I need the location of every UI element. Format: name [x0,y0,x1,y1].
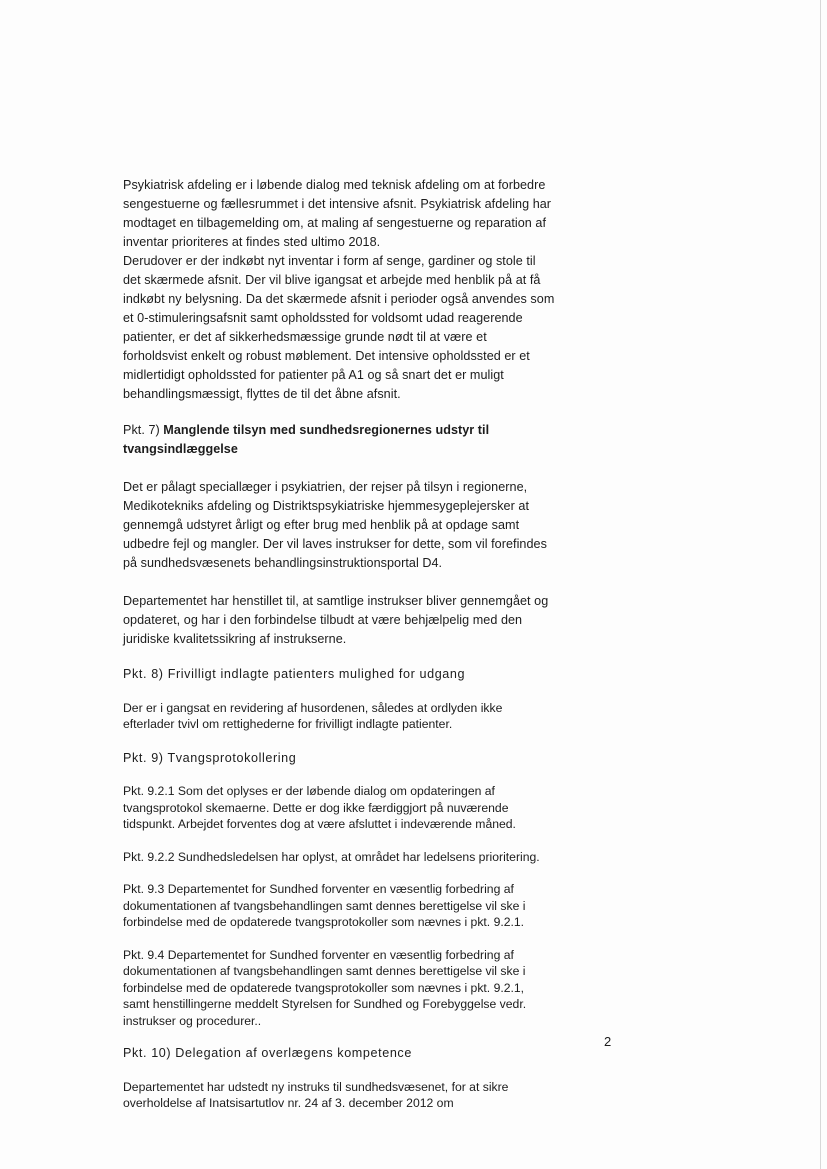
paragraph-equipment-inspection: Det er pålagt speciallæger i psykiatrien, der rejser på tilsyn i regionerne, Medikotekniks afdeling og Distriktspsykiatriske hjemmesygeplejersker at gennemgå udstyret årligt og efter brug med henblik på at opdage samt udbedre fejl og mangler. Der vil laves instrukser for dette, som vil forefindes på sundhedsvæsenets behandlingsinstruktionsportal D4. [123,480,547,570]
document-body [123,176,613,1112]
paragraph-new-instruction: Departementet har udstedt ny instruks til sundhedsvæsenet, for at sikre overholdelse af Inatsisartutlov nr. 24 af 3. december 2012 om [123,1079,509,1110]
paragraph-instructions-review: Departementet har henstillet til, at samtlige instrukser bliver gennemgået og opdateret, og har i den forbindelse tilbudt at være behjælpelig med den juridiske kvalitetssikring af instrukserne. [123,594,549,646]
paragraph-pkt-9-2-1: Pkt. 9.2.1 Som det oplyses er der løbende dialog om opdateringen af tvangsprotokol skemaerne. Dette er dog ikke færdiggjort på nuværende tidspunkt. Arbejdet forventes dog at være afsluttet i indeværende måned. [123,784,516,831]
heading-pkt-7-title: Manglende tilsyn med sundhedsregionernes udstyr til tvangsindlæggelse [123,423,490,456]
page-number: 2 [604,1034,612,1049]
paragraph-house-rules: Der er i gangsat en revidering af husordenen, således at ordlyden ikke efterlader tvivl om rettighederne for frivilligt indlagte patienter. [123,700,503,731]
heading-pkt-10: Pkt. 10) Delegation af overlægens kompetence [123,1046,412,1060]
paragraph-pkt-9-4: Pkt. 9.4 Departementet for Sundhed forventer en væsentlig forbedring af dokumentationen af tvangsbehandlingen samt dennes berettigelse vil ske i forbindelse med de opdaterede tvangsprotokoller som nævnes i pkt. 9.2.1, samt henstillingerne meddelt Styrelsen for Sundhed og Forebyggelse vedr. instrukser og procedurer.. [123,947,527,1028]
heading-pkt-7 [123,421,613,459]
heading-pkt-9: Pkt. 9) Tvangsprotokollering [123,750,297,765]
paragraph-pkt-9-2-2: Pkt. 9.2.2 Sundhedsledelsen har oplyst, at området har ledelsens prioritering. [123,849,540,864]
heading-pkt-8: Pkt. 8) Frivilligt indlagte patienters mulighed for udgang [123,667,466,681]
paragraph-inventory: Psykiatrisk afdeling er i løbende dialog med teknisk afdeling om at forbedre sengestuerne og fællesrummet i det intensive afsnit. Psykiatrisk afdeling har modtaget en tilbagemelding om, at maling af sengestuerne og reparation af inventar prioriteres at findes sted ultimo 2018. Derudover er der indkøbt nyt inventar i form af senge, gardiner og stole til det skærmede afsnit. Der vil blive igangsat et arbejde med henblik på at få indkøbt ny belysning. Da det skærmede afsnit i perioder også anvendes som et 0-stimuleringsafsnit samt opholdssted for voldsomt udad reagerende patienter, er det af sikkerhedsmæssige grunde nødt til at være et forholdsvist enkelt og robust møblement. Det intensive opholdssted er et midlertidigt opholdssted for patienter på A1 og så snart det er muligt behandlingsmæssigt, flyttes de til det åbne afsnit. [123,178,555,401]
heading-pkt-7-prefix: Pkt. 7) [123,423,164,437]
paragraph-pkt-9-3: Pkt. 9.3 Departementet for Sundhed forventer en væsentlig forbedring af dokumentationen af tvangsbehandlingen samt dennes berettigelse vil ske i forbindelse med de opdaterede tvangsprotokoller som nævnes i pkt. 9.2.1. [123,882,526,929]
page-edge-line [820,0,821,1169]
